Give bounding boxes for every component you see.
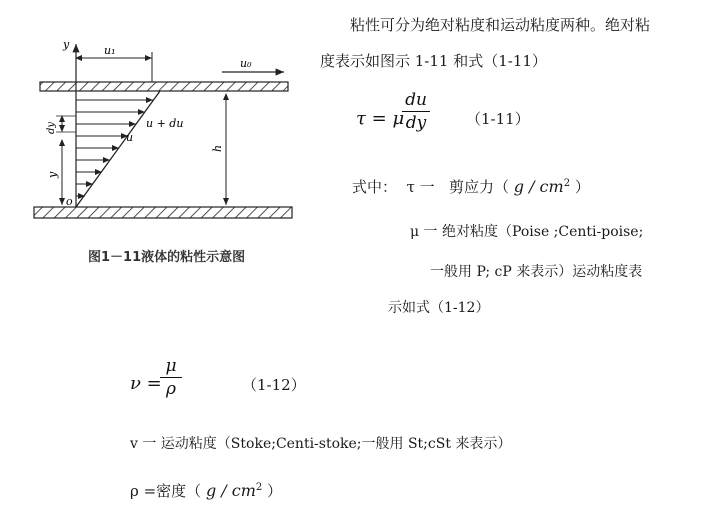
eq2-numerator: μ — [165, 356, 177, 376]
u0-label: u₀ — [240, 57, 252, 70]
h-label: h — [211, 144, 224, 152]
rho-definition — [130, 480, 282, 501]
tau-definition — [352, 176, 590, 197]
figure-caption: 图1－11液体的粘性示意图 — [88, 250, 246, 265]
mu-definition-line-1: μ 一 绝对粘度（Poise ;Centi-poise; — [410, 224, 644, 240]
u-label: u — [126, 131, 134, 144]
nu-definition: v 一 运动粘度（Stoke;Centi-stoke;一般用 St;cSt 来表示） — [130, 436, 512, 452]
rho-unit-exp: 2 — [255, 482, 263, 493]
dy-label: dy — [46, 121, 57, 134]
eq1-number: （1-11） — [466, 110, 530, 128]
top-plate — [40, 82, 288, 91]
origin-label: o — [66, 195, 73, 208]
tau-symbol: τ 一 — [406, 178, 435, 196]
tau-description: 剪应力（ — [448, 178, 509, 196]
u-plus-du-label: u + du — [146, 117, 184, 130]
paragraph-line-2: 度表示如图示 1-11 和式（1-11） — [320, 52, 547, 70]
u1-label: u₁ — [104, 44, 116, 57]
rho-unit: g / cm — [205, 481, 256, 500]
bottom-plate — [34, 207, 292, 218]
tau-unit-exp: 2 — [563, 178, 571, 189]
rho-close: ） — [267, 482, 283, 500]
mu-definition-line-3: 示如式（1-12） — [388, 300, 490, 316]
eq2-lhs: ν = — [130, 373, 162, 394]
paragraph-line-1: 粘性可分为绝对粘度和运动粘度两种。绝对粘 — [350, 16, 651, 34]
velocity-profile — [76, 91, 160, 207]
y-dim-label: y — [46, 171, 59, 178]
tau-close: ） — [574, 178, 590, 196]
rho-prefix: ρ =密度（ — [130, 482, 202, 500]
eq2-fraction — [160, 356, 182, 399]
eq1-lhs: τ = μ — [356, 108, 405, 129]
y-axis-label: y — [63, 38, 70, 51]
mu-definition-line-2: 一般用 P; cP 来表示）运动粘度表 — [430, 264, 643, 280]
tau-unit: g / cm — [513, 177, 564, 196]
eq1-denominator: dy — [405, 113, 427, 133]
viscosity-figure — [0, 0, 320, 270]
eq1-fraction — [402, 90, 430, 133]
velocity-arrows — [76, 100, 153, 196]
eq2-number: （1-12） — [242, 376, 306, 394]
eq1-numerator: du — [405, 90, 427, 110]
where-prefix: 式中： — [352, 178, 398, 196]
eq2-denominator: ρ — [166, 379, 176, 399]
